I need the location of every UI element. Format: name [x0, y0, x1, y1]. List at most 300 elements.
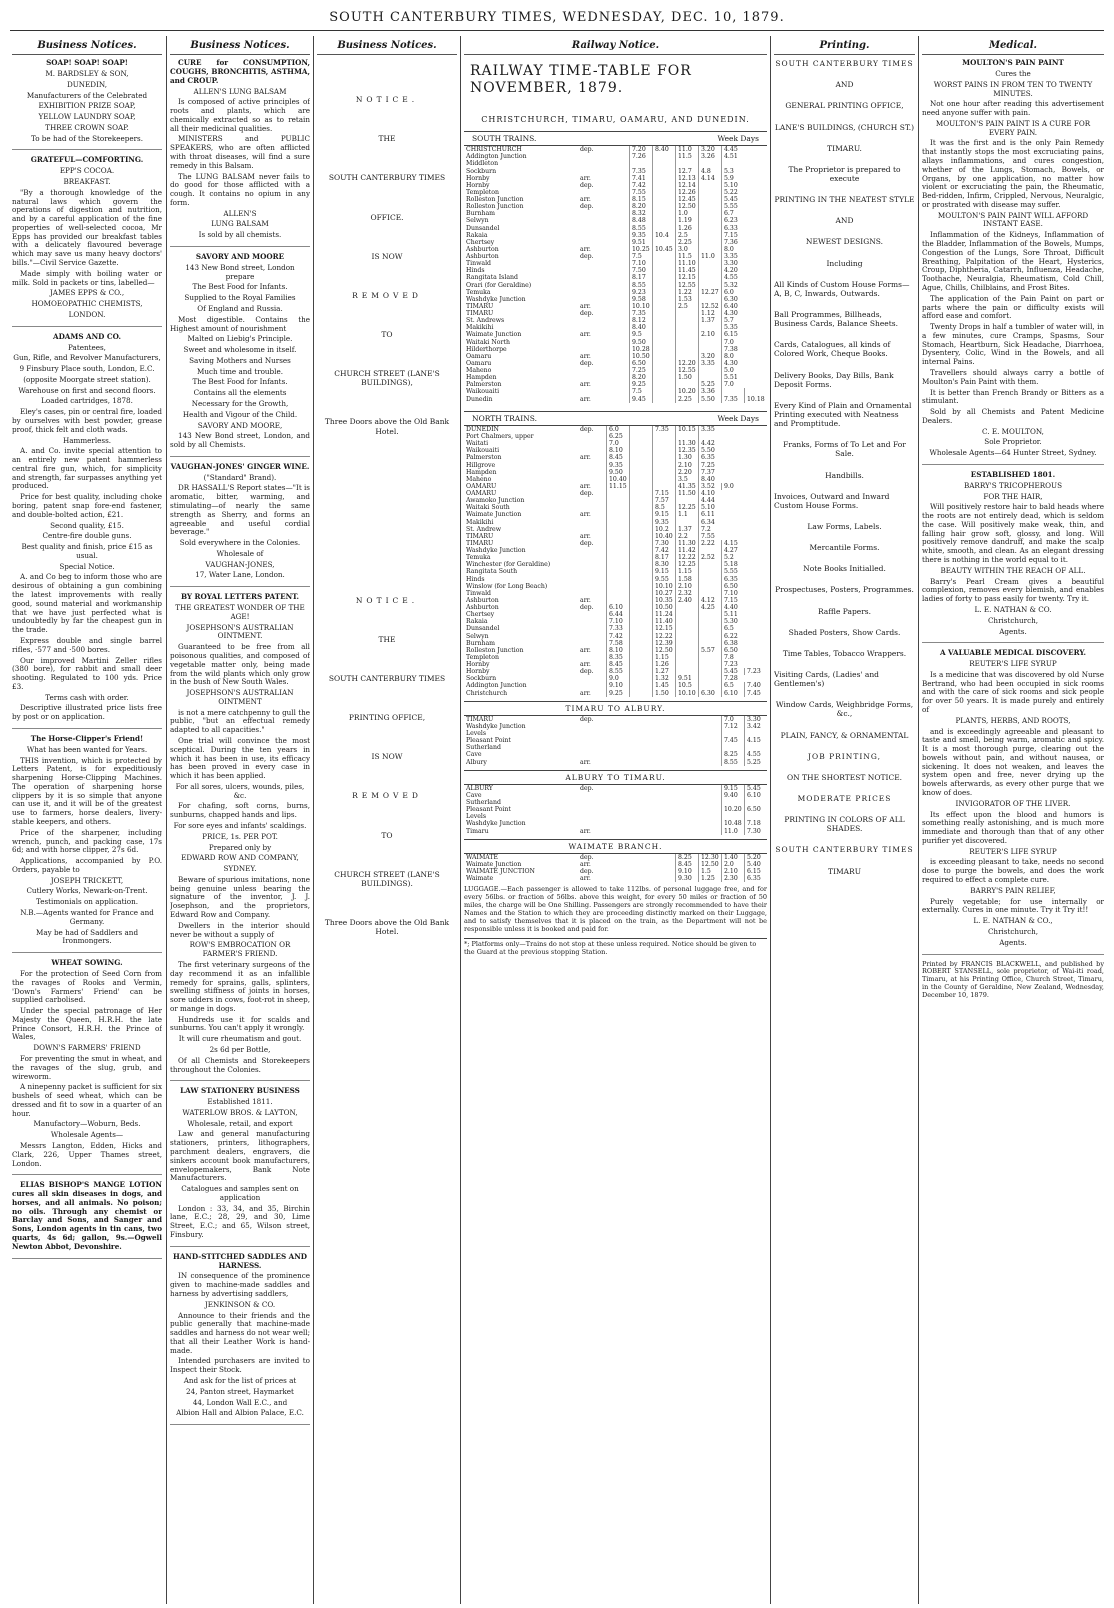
train-time: [722, 388, 745, 395]
ad-line: Twenty Drops in half a tumbler of water will, in a few minutes, cure Cramps, Spasms, Sour Stomach, Heartburn, Sick Headache, Diarrhoea, Dysentery, Colic, Wind in the Bowels, and all internal Pains.: [922, 322, 1104, 367]
ad-line: INVIGORATOR OF THE LIVER.: [955, 798, 1071, 808]
ad-line: Best quality and finish, price £15 as usual.: [21, 542, 153, 560]
timetable-row: [464, 744, 767, 751]
train-time: 6.10: [745, 792, 768, 799]
train-time: 4.15: [745, 737, 768, 744]
train-time: 7.15: [722, 597, 745, 604]
station-name: Washdyke Junction: [466, 722, 526, 730]
timetable-row: [464, 310, 767, 317]
train-time: [699, 246, 722, 253]
train-time: 8.15: [630, 196, 653, 203]
train-time: 10.20: [676, 388, 699, 395]
train-time: 12.7: [676, 168, 699, 175]
train-time: 7.10: [722, 590, 745, 597]
train-time: 8.20: [630, 374, 653, 381]
ad-line: 9 Finsbury Place south, London, E.C.: [19, 364, 155, 374]
train-time: [676, 647, 699, 654]
train-time: 6.44: [607, 611, 630, 618]
train-time: [699, 374, 722, 381]
timetable-row: [464, 374, 767, 381]
printing-line: Law Forms, Labels.: [807, 521, 882, 531]
train-time: 2.2: [676, 533, 699, 540]
ad-line: Sold everywhere in the Colonies.: [179, 538, 301, 548]
station-name: Levels: [466, 813, 487, 821]
train-time: 6.10: [607, 604, 630, 611]
train-time: 5.7: [722, 317, 745, 324]
train-time: 9.35: [607, 462, 630, 469]
arr-dep: arr.: [580, 532, 591, 540]
train-time: [630, 576, 653, 583]
ad-line: Terms cash with order.: [45, 692, 129, 702]
timetable-row: [464, 611, 767, 618]
notice-line: NOTICE.: [355, 595, 419, 605]
ad-line: It will cure rheumatism and gout.: [178, 1034, 302, 1044]
timetable-row: [464, 759, 767, 766]
arr-dep: arr.: [580, 875, 591, 883]
train-time: 7.40: [745, 682, 768, 689]
station-name: Waimate Junction: [466, 511, 522, 519]
train-time: [745, 388, 768, 395]
train-time: [676, 618, 699, 625]
train-time: [630, 640, 653, 647]
train-time: 8.45: [676, 861, 699, 868]
station-name: Winslow (for Long Beach): [466, 582, 548, 590]
ad-line: EXHIBITION PRIZE SOAP,: [38, 101, 136, 111]
station-name: Sockburn: [466, 167, 497, 175]
train-time: 9.58: [630, 296, 653, 303]
train-time: [653, 303, 676, 310]
train-time: 4.55: [722, 274, 745, 281]
train-time: [676, 519, 699, 526]
ad-line: Manufacturers of the Celebrated: [26, 90, 148, 100]
arr-dep: arr.: [580, 661, 591, 668]
ad-line: WATERLOW BROS. & LAYTON,: [182, 1107, 298, 1117]
timetable-row: [464, 799, 767, 806]
train-time: [630, 533, 653, 540]
timetable-row: [464, 267, 767, 274]
train-time: 6.0: [607, 426, 630, 433]
train-time: [653, 360, 676, 367]
train-time: [607, 519, 630, 526]
timetable-row: [464, 454, 767, 461]
ad-line: L. E. NATHAN & CO.: [974, 604, 1052, 614]
ad-tricopherous: [922, 471, 1104, 643]
train-time: [653, 210, 676, 217]
train-time: 1.5: [699, 868, 722, 875]
train-time: [722, 813, 745, 820]
ad-line: ESTABLISHED 1801.: [970, 470, 1056, 479]
ad-line: Of all Chemists and Storekeepers throughout the Colonies.: [170, 1055, 310, 1074]
train-time: [630, 647, 653, 654]
train-time: [676, 633, 699, 640]
station-name: Burnham: [466, 639, 496, 647]
timetable-row: [464, 654, 767, 661]
ad-line: Purely vegetable; for use internally or externally. Cures in one minute. Try it Try it!!: [922, 896, 1104, 915]
arr-dep: [578, 730, 722, 737]
train-time: 4.42: [699, 440, 722, 447]
arr-dep: [578, 440, 607, 447]
train-time: [722, 160, 745, 167]
station-name: Dunsandel: [466, 224, 500, 232]
station-name: Hinds: [466, 575, 485, 583]
train-time: [699, 225, 722, 232]
notice-line: REMOVED: [352, 290, 422, 300]
train-time: 1.40: [722, 854, 745, 861]
train-time: [699, 611, 722, 618]
train-time: [699, 189, 722, 196]
printing-line: Franks, Forms of To Let and For Sale.: [783, 440, 906, 459]
train-time: 9.30: [676, 875, 699, 882]
timetable-row: [464, 317, 767, 324]
train-time: 7.45: [745, 690, 768, 697]
train-time: 6.35: [722, 576, 745, 583]
train-time: [630, 160, 653, 167]
ad-line: It was the first and is the only Pain Remedy that instantly stops the most excruciating pains, allays inflammations, and cures congestion, whether of the Lungs, Stomach, Bowels, or Organs, by one application, no matter how violent or excruciating the pain, the Rheumatic, Bed-ridden, Infirm, Crippled, Nervous, Neuralgic, or prostrated with disease may suffer.: [922, 138, 1104, 209]
printing-line: LANE'S BUILDINGS, (CHURCH ST.): [774, 122, 915, 132]
train-time: 1.58: [676, 576, 699, 583]
station-name: Temuka: [466, 288, 491, 296]
train-time: 5.0: [722, 367, 745, 374]
arr-dep: arr.: [580, 302, 591, 310]
ad-line: May be had of Saddlers and Ironmongers.: [35, 927, 139, 946]
train-time: [653, 462, 676, 469]
train-time: 7.15: [722, 232, 745, 239]
timetable-row: [464, 296, 767, 303]
arr-dep: [578, 806, 722, 813]
train-time: [630, 462, 653, 469]
train-time: 8.25: [676, 854, 699, 861]
station-name: Rolleston Junction: [466, 646, 524, 654]
arr-dep: dep.: [580, 784, 594, 792]
ad-line: Supplied to the Royal Families: [184, 293, 296, 303]
arr-dep: dep.: [580, 146, 594, 154]
train-time: [653, 476, 676, 483]
ad-line: N.B.—Agents wanted for France and Germany.: [20, 908, 154, 926]
notice-line: SOUTH CANTERBURY TIMES: [328, 173, 446, 183]
timetable-subtitle: CHRISTCHURCH, TIMARU, OAMARU, AND DUNEDIN.: [481, 115, 750, 125]
section-heading: Medical.: [922, 40, 1104, 55]
ad-line: Centre-fire double guns.: [42, 531, 132, 541]
station-name: St. Andrews: [466, 317, 505, 325]
timetable-row: [464, 433, 767, 440]
train-time: 4.30: [722, 310, 745, 317]
station-name: Waimate: [466, 875, 494, 883]
timetable-row: [464, 168, 767, 175]
ad-line: M. BARDSLEY & SON,: [45, 68, 129, 78]
station-name: Templeton: [466, 653, 499, 661]
train-time: 41.35: [676, 483, 699, 490]
train-time: [607, 554, 630, 561]
train-time: [676, 381, 699, 388]
train-time: [653, 440, 676, 447]
printing-line: GENERAL PRINTING OFFICE,: [785, 101, 904, 111]
station-name: Tinwald: [466, 589, 492, 597]
printing-line: AND: [835, 80, 854, 90]
station-name: Rolleston Junction: [466, 196, 524, 204]
arr-dep: [578, 210, 630, 217]
train-time: 7.33: [607, 625, 630, 632]
ad-line: Saving Mothers and Nurses: [189, 355, 291, 365]
train-time: 9.15: [653, 511, 676, 518]
train-time: 4.27: [722, 547, 745, 554]
train-time: 12.13: [676, 175, 699, 182]
ad-line: 24, Panton street, Haymarket: [186, 1386, 294, 1396]
arr-dep: [578, 526, 607, 533]
arr-dep: [578, 554, 607, 561]
train-time: 12.30: [699, 854, 722, 861]
train-time: 10.10: [676, 690, 699, 697]
arr-dep: [578, 504, 607, 511]
train-time: 10.15: [676, 426, 699, 433]
arr-dep: [578, 433, 607, 440]
ad-line: Prepared only by: [208, 842, 272, 852]
south-trains-header: SOUTH TRAINS. Week Days: [464, 131, 767, 146]
section-heading: Business Notices.: [317, 40, 457, 55]
ad-line: REUTER'S LIFE SYRUP: [969, 659, 1057, 669]
station-name: Tinwald: [466, 260, 492, 268]
timetable-row: [464, 274, 767, 281]
station-name: Christchurch: [466, 689, 508, 697]
arr-dep: [578, 153, 630, 160]
train-time: 2.30: [722, 875, 745, 882]
ad-line: A. and Co beg to inform those who are desirous of obtaining a gun combining the latest improvements with really good, sound material and workmanship that we have just perfected what is undoubtedly by far the cheapest gun in the trade.: [12, 572, 162, 635]
train-time: [699, 618, 722, 625]
printing-line: Window Cards, Weighbridge Forms, &c.,: [775, 700, 914, 719]
arr-dep: [578, 462, 607, 469]
ad-line: VAUGHAN-JONES' GINGER WINE.: [170, 461, 310, 471]
arr-dep: arr.: [580, 454, 591, 462]
train-time: [653, 189, 676, 196]
timetable-row: [464, 583, 767, 590]
column-printing: [774, 40, 915, 1602]
ad-line: BARRY'S PAIN RELIEF,: [970, 885, 1056, 895]
train-time: [676, 625, 699, 632]
ad-josephson-ointment: [170, 593, 310, 1081]
printing-line: TIMARU.: [827, 143, 862, 153]
train-time: 4.10: [699, 490, 722, 497]
train-time: [653, 324, 676, 331]
timetable-row: [464, 554, 767, 561]
ad-line: Contains all the elements: [193, 388, 287, 398]
train-time: [607, 568, 630, 575]
train-time: 6.50: [745, 806, 768, 813]
train-time: 8.20: [630, 203, 653, 210]
arr-dep: [578, 324, 630, 331]
ad-line: JOSEPHSON'S AUSTRALIAN OINTMENT: [186, 688, 294, 706]
arr-dep: dep.: [580, 715, 594, 723]
train-time: [607, 561, 630, 568]
ad-line: ROW'S EMBROCATION OR FARMER'S FRIEND.: [189, 940, 291, 959]
train-time: [653, 353, 676, 360]
train-time: [699, 296, 722, 303]
train-time: 6.34: [699, 519, 722, 526]
timetable-row: [464, 806, 767, 813]
train-time: [699, 590, 722, 597]
train-time: [630, 526, 653, 533]
station-name: Port Chalmers, upper: [466, 433, 534, 440]
train-time: 12.15: [653, 625, 676, 632]
printing-line: ON THE SHORTEST NOTICE.: [786, 772, 903, 782]
train-time: 6.5: [722, 625, 745, 632]
arr-dep: [578, 282, 630, 289]
train-time: 4.44: [699, 497, 722, 504]
train-time: [607, 597, 630, 604]
train-time: [699, 182, 722, 189]
ad-line: 44, London Wall E.C., and: [192, 1397, 288, 1407]
train-time: 4.45: [722, 146, 745, 153]
ad-line: WHEAT SOWING.: [51, 958, 123, 968]
train-time: [630, 490, 653, 497]
arr-dep: dep.: [580, 310, 594, 318]
train-time: 5.25: [745, 759, 768, 766]
arr-dep: [578, 476, 607, 483]
train-time: [745, 730, 768, 737]
station-name: Maheno: [466, 367, 492, 375]
printer-imprint: Printed by FRANCIS BLACKWELL, and published by ROBERT STANSELL, sole proprietor, of Wai-iti road, Timaru, at his Printing Office, Church Street, Timaru, in the County of Geraldine, New Zealand, Wednesday, December 10, 1879.: [922, 959, 1104, 1000]
train-time: 5.32: [722, 282, 745, 289]
train-time: [653, 388, 676, 395]
train-time: 10.40: [607, 476, 630, 483]
ad-line: REUTER'S LIFE SYRUP: [969, 846, 1057, 856]
arr-dep: [578, 374, 630, 381]
train-time: [653, 260, 676, 267]
timetable-row: [464, 476, 767, 483]
ad-line: To be had of the Storekeepers.: [30, 133, 144, 143]
train-time: 3.20: [699, 146, 722, 153]
ad-line: Catalogues and samples sent on application: [181, 1184, 299, 1202]
station-name: TIMARU: [466, 539, 494, 547]
column-divider: [460, 36, 461, 1604]
printing-line: Cards, Catalogues, all kinds of Colored Work, Cheque Books.: [774, 340, 891, 359]
train-time: 7.55: [699, 533, 722, 540]
albury-timaru-header: ALBURY TO TIMARU.: [464, 770, 767, 785]
arr-dep: [578, 618, 607, 625]
arr-dep: [578, 792, 722, 799]
notice-line: Three Doors above the Old Bank Hotel.: [324, 918, 450, 937]
train-time: [676, 353, 699, 360]
train-time: [630, 454, 653, 461]
printing-line: Shaded Posters, Show Cards.: [788, 627, 901, 637]
train-time: [653, 483, 676, 490]
arr-dep: [578, 346, 630, 353]
timaru-albury-header: TIMARU TO ALBURY.: [464, 701, 767, 716]
train-time: 10.25: [630, 246, 653, 253]
ad-line: DUNEDIN,: [66, 79, 108, 89]
arr-dep: [578, 568, 607, 575]
printing-line: Every Kind of Plain and Ornamental Printing executed with Neatness and Promptitude.: [774, 400, 912, 429]
train-time: 5.50: [699, 396, 722, 403]
ad-line: Agents.: [999, 626, 1027, 636]
station-name: Waimate Junction: [466, 860, 522, 868]
train-time: [630, 604, 653, 611]
station-name: TIMARU: [466, 302, 494, 310]
train-time: 5.45: [722, 668, 745, 675]
train-time: 4.14: [699, 175, 722, 182]
train-time: 8.30: [653, 561, 676, 568]
ad-line: The Best Food for Infants.: [192, 282, 288, 292]
train-time: 10.2: [653, 526, 676, 533]
printing-line: PRINTING IN COLORS OF ALL SHADES.: [784, 815, 905, 834]
train-time: [630, 682, 653, 689]
ad-line: ELIAS BISHOP'S MANGE LOTION cures all skin diseases in dogs, and horses, and all animals. No poison; no oils. Through any chemist or Barclay and Sons, and Sanger and Sons, London agents in tin cans, two quarts, 4s 6d; gallon, 9s.—Ogwell Newton Abbot, Devonshire.: [12, 1180, 162, 1251]
station-name: Cave: [466, 751, 482, 759]
train-time: 10.40: [653, 533, 676, 540]
train-time: 8.10: [607, 647, 630, 654]
timetable-row: [464, 232, 767, 239]
arr-dep: [578, 497, 607, 504]
train-time: 11.0: [676, 146, 699, 153]
printing-line: Handbills.: [825, 470, 864, 480]
train-time: 9.0: [607, 675, 630, 682]
ad-line: 2s 6d per Bottle,: [209, 1044, 271, 1054]
ad-line: C. E. MOULTON,: [982, 426, 1044, 436]
timetable-row: [464, 203, 767, 210]
station-name: Rakaia: [466, 618, 488, 626]
arr-dep: arr.: [580, 646, 591, 654]
train-time: [699, 640, 722, 647]
ad-epps-cocoa: [12, 156, 162, 326]
train-time: [630, 661, 653, 668]
ad-line: PLANTS, HERBS, AND ROOTS,: [955, 715, 1071, 725]
ad-line: BREAKFAST.: [63, 177, 111, 186]
train-time: [699, 239, 722, 246]
timetable-row: [464, 540, 767, 547]
train-time: [676, 654, 699, 661]
timetable-row: [464, 547, 767, 554]
timetable-row: [464, 875, 767, 882]
timetable-row: [464, 353, 767, 360]
train-time: 7.36: [722, 239, 745, 246]
train-time: 8.12: [630, 317, 653, 324]
train-time: 1.19: [676, 217, 699, 224]
train-time: [699, 203, 722, 210]
train-time: 12.14: [676, 182, 699, 189]
arr-dep: dep.: [580, 203, 594, 211]
timetable-row: [464, 182, 767, 189]
train-time: 5.22: [722, 189, 745, 196]
train-time: [699, 668, 722, 675]
train-time: 5.20: [745, 854, 768, 861]
station-name: Makikihi: [466, 324, 494, 332]
ad-line: JOSEPH TRICKETT,: [50, 875, 124, 885]
train-time: 1.26: [653, 661, 676, 668]
printing-line: PLAIN, FANCY, & ORNAMENTAL: [780, 730, 909, 740]
section-heading: Railway Notice.: [464, 40, 767, 55]
train-time: [676, 497, 699, 504]
station-name: DUNEDIN: [466, 425, 499, 433]
train-time: 3.5: [676, 476, 699, 483]
arr-dep: [578, 239, 630, 246]
timetable-row: [464, 396, 767, 403]
ad-line: For the protection of Seed Corn from the ravages of Rooks and Vermin, 'Down's Farmers' Friend' can be supplied carbolised.: [12, 968, 162, 1005]
train-time: [653, 274, 676, 281]
station-name: CHRISTCHURCH: [466, 146, 522, 154]
ad-line: MOULTON'S PAIN PAINT WILL AFFORD INSTANT EASE.: [937, 210, 1089, 229]
train-time: 7.42: [653, 547, 676, 554]
train-time: 10.10: [653, 583, 676, 590]
train-time: 3.35: [699, 360, 722, 367]
timetable-row: [464, 568, 767, 575]
train-time: 1.25: [699, 875, 722, 882]
train-time: 12.27: [699, 289, 722, 296]
ad-line: BARRY'S TRICOPHEROUS: [963, 480, 1063, 490]
column-divider: [918, 36, 919, 1604]
ad-line: L. E. NATHAN & CO.,: [973, 916, 1053, 926]
timetable-row: [464, 260, 767, 267]
station-name: TIMARU: [466, 715, 494, 723]
station-name: TIMARU: [466, 532, 494, 540]
train-time: 11.5: [676, 253, 699, 260]
